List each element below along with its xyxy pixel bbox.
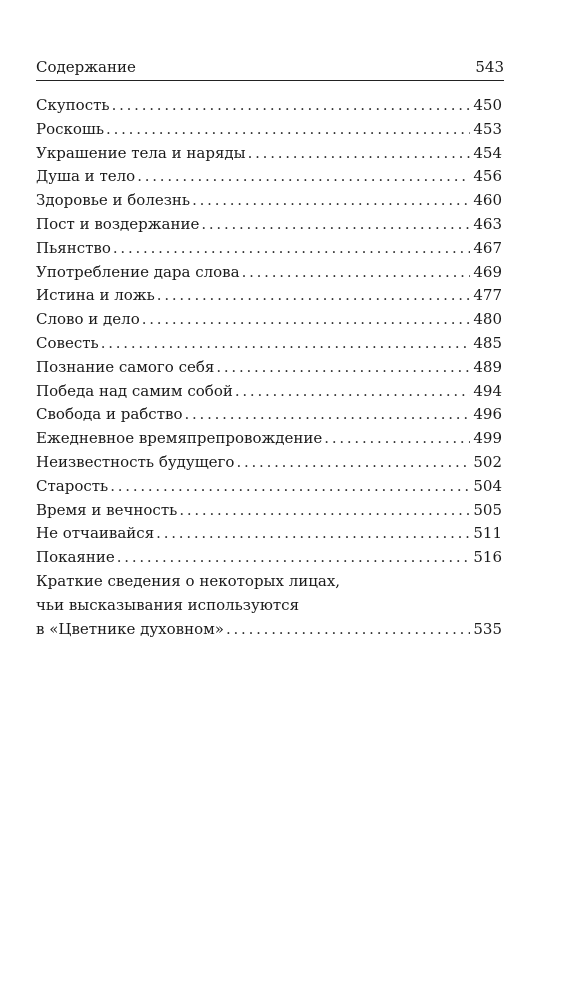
toc-entry-page: 469: [473, 262, 502, 281]
toc-entry-title: Здоровье и болезнь: [36, 191, 191, 210]
toc-entry: [36, 261, 502, 285]
toc-entry-page: 485: [473, 333, 502, 352]
toc-entry-page: 467: [473, 238, 502, 257]
toc-entry-page: 456: [473, 167, 502, 186]
toc-entry-page: 450: [473, 96, 502, 114]
toc-entry-title: Неизвестность будущего: [36, 452, 235, 471]
toc-entry: [36, 403, 502, 427]
toc-entry: [36, 499, 502, 523]
toc-entry-title: Душа и тело: [36, 167, 136, 186]
toc-entry: [36, 332, 502, 356]
toc-entry-title: Истина и ложь: [36, 286, 155, 305]
toc-entry-page: 494: [473, 381, 502, 400]
toc-entry-page: 502: [473, 452, 502, 471]
toc-entry-title: Время и вечность: [36, 500, 178, 519]
dot-leader: [156, 522, 470, 546]
table-of-contents: [36, 94, 502, 641]
toc-entry-title: Употребление дара слова: [36, 262, 240, 281]
toc-entry-title: Пьянство: [36, 238, 111, 257]
dot-leader: [113, 237, 470, 261]
dot-leader: [248, 142, 471, 166]
toc-entry-title: Старость: [36, 476, 109, 495]
toc-entry-page: 453: [473, 119, 502, 138]
dot-leader: [101, 332, 471, 356]
page-number: 543: [475, 58, 504, 76]
toc-entry-page: 516: [473, 548, 502, 567]
toc-entry-page: 489: [473, 357, 502, 376]
dot-leader: [106, 118, 470, 142]
toc-entry-title: Роскошь: [36, 119, 105, 138]
toc-entry-title-line: в «Цветнике духовном»: [36, 619, 224, 638]
dot-leader: [157, 284, 471, 308]
toc-entry: [36, 118, 502, 142]
toc-entry-page: 505: [473, 500, 502, 519]
toc-entry-title: Украшение тела и наряды: [36, 143, 246, 162]
toc-entry-title: Победа над самим собой: [36, 381, 233, 400]
toc-entry: [36, 94, 502, 118]
dot-leader: [142, 308, 471, 332]
toc-entry: [36, 475, 502, 499]
header-rule: [36, 80, 504, 81]
dot-leader: [242, 261, 471, 285]
toc-entry-page: 499: [473, 429, 502, 448]
dot-leader: [112, 94, 471, 118]
toc-entry: [36, 522, 502, 546]
toc-entry-page: 504: [473, 476, 502, 495]
toc-entry-title: Совесть: [36, 333, 99, 352]
dot-leader: [201, 213, 470, 237]
dot-leader: [137, 165, 470, 189]
toc-entry-page: 454: [473, 143, 502, 162]
dot-leader: [235, 380, 471, 404]
toc-entry: [36, 380, 502, 404]
dot-leader: [216, 356, 470, 380]
toc-entry-page: 535: [473, 619, 502, 638]
toc-entry: [36, 142, 502, 166]
toc-entry: [36, 165, 502, 189]
toc-entry-title: Не отчаивайся: [36, 524, 155, 543]
toc-entry-title: Слово и дело: [36, 310, 140, 329]
toc-entry: [36, 213, 502, 237]
toc-entry-page: 480: [473, 310, 502, 329]
toc-entry-title: Ежедневное времяпрепровождение: [36, 429, 323, 448]
toc-entry-page: 496: [473, 405, 502, 424]
toc-entry-page: 460: [473, 191, 502, 210]
toc-entry: [36, 546, 502, 570]
toc-entry-title-line: чьи высказывания используются: [36, 595, 300, 614]
toc-entry: [36, 189, 502, 213]
dot-leader: [324, 427, 470, 451]
running-head: [36, 58, 504, 82]
toc-entry-appendix: [36, 570, 502, 641]
toc-entry: [36, 451, 502, 475]
toc-entry: [36, 237, 502, 261]
dot-leader: [236, 451, 470, 475]
toc-entry-title-line: Краткие сведения о некоторых лицах,: [36, 571, 341, 590]
dot-leader: [226, 618, 470, 642]
toc-entry-last-line: [36, 618, 502, 642]
dot-leader: [184, 403, 470, 427]
toc-entry-title: Покаяние: [36, 548, 115, 567]
toc-entry-title: Познание самого себя: [36, 357, 215, 376]
toc-entry: [36, 356, 502, 380]
dot-leader: [179, 499, 470, 523]
dot-leader: [110, 475, 470, 499]
toc-entry: [36, 308, 502, 332]
section-title: Содержание: [36, 58, 136, 76]
toc-entry: [36, 427, 502, 451]
toc-entry: [36, 284, 502, 308]
toc-entry-title: Свобода и рабство: [36, 405, 183, 424]
toc-entry-title: Пост и воздержание: [36, 214, 200, 233]
toc-entry-page: 477: [473, 286, 502, 305]
dot-leader: [117, 546, 471, 570]
toc-entry-page: 511: [473, 524, 502, 543]
dot-leader: [192, 189, 470, 213]
toc-entry-page: 463: [473, 214, 502, 233]
toc-entry-title: Скупость: [36, 96, 110, 114]
